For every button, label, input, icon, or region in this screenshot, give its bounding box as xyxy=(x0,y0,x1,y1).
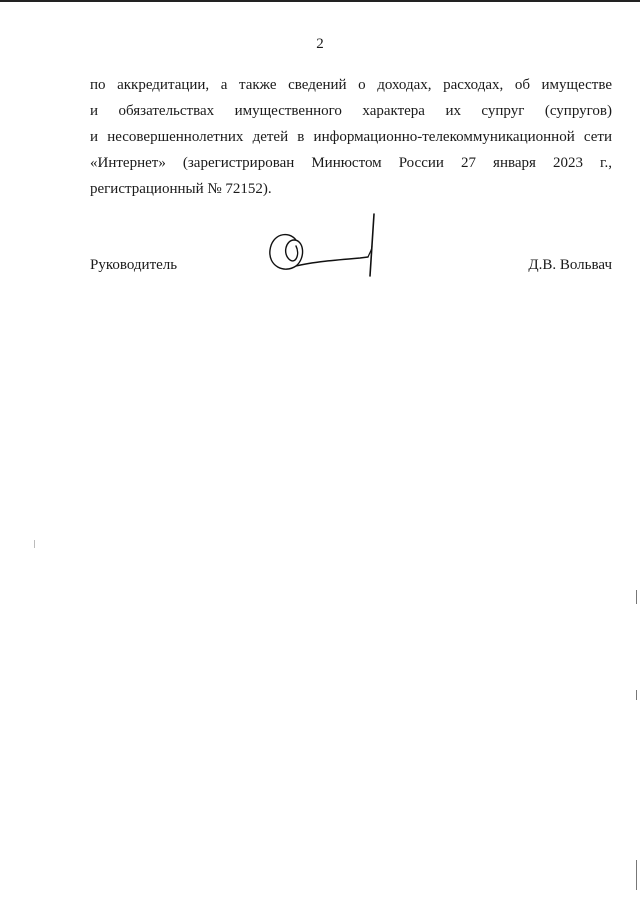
page-top-edge xyxy=(0,0,640,2)
scan-artifact xyxy=(636,860,637,890)
body-line: по аккредитации, а также сведений о доходах, расходах, об имуществе xyxy=(90,77,612,93)
body-line: и несовершеннолетних детей в информационно-телекоммуникационной сети xyxy=(90,129,612,145)
handwritten-signature xyxy=(266,210,386,280)
signer-name: Д.В. Вольвач xyxy=(528,257,612,273)
body-line-last: регистрационный № 72152). xyxy=(90,181,272,197)
body-line: и обязательствах имущественного характера их супруг (супругов) xyxy=(90,103,612,119)
page-number: 2 xyxy=(316,36,324,52)
body-line: «Интернет» (зарегистрирован Минюстом России 27 января 2023 г., xyxy=(90,155,612,171)
scan-artifact xyxy=(636,590,637,604)
scan-artifact xyxy=(34,540,35,548)
body-paragraph xyxy=(90,72,612,202)
signer-position: Руководитель xyxy=(90,257,178,273)
scan-artifact xyxy=(636,690,637,700)
